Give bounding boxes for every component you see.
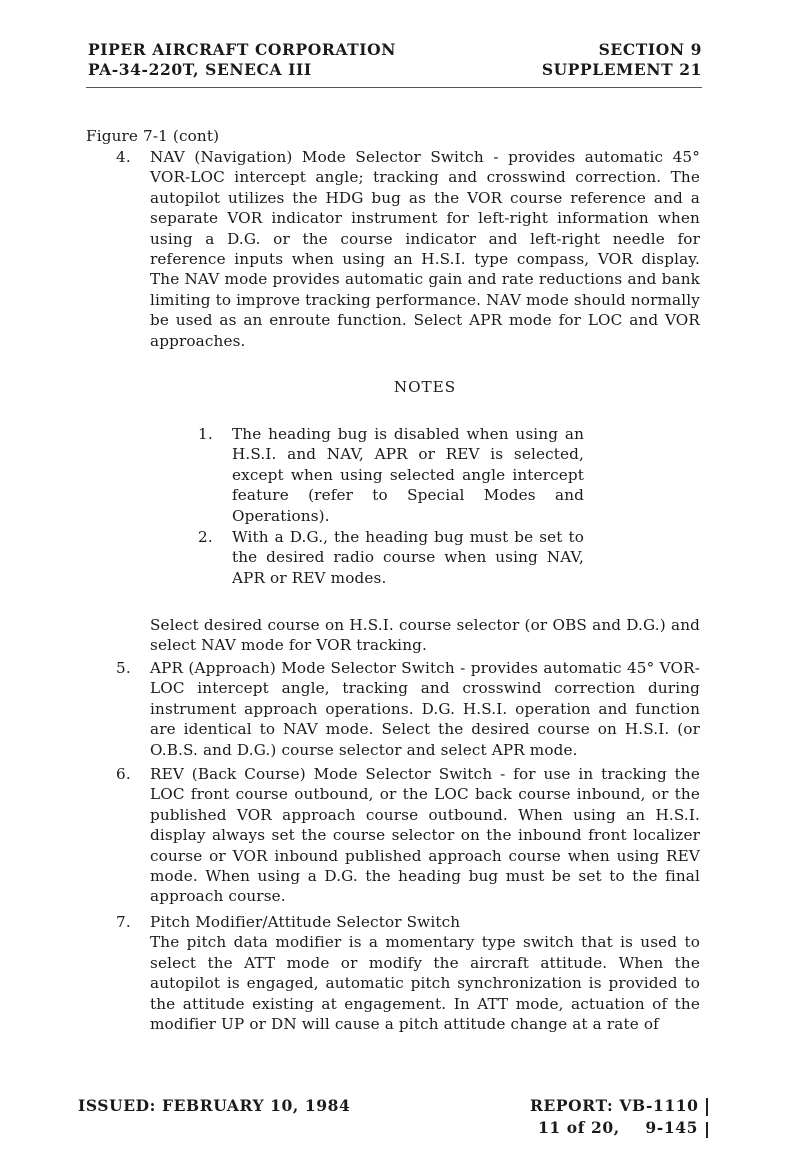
footer-right [530,1095,698,1139]
notes-title: NOTES [393,378,457,396]
note-text: The heading bug is disabled when using an H.S.I. and NAV, APR or REV is selected, except when using selected angle intercept feature (refer to Special Modes and Operations). [232,425,584,525]
nav-select-paragraph: Select desired course on H.S.I. course selector (or OBS and D.G.) and select NAV mode for VOR tracking. [150,616,700,655]
aircraft-model: PA-34-220T, SENECA III [88,60,312,79]
header-left [88,40,396,80]
page-info [530,1117,698,1139]
item-number: 7. [116,913,131,931]
header-right [542,40,702,80]
note-item-2 [198,527,584,588]
footer-issued: ISSUED: FEBRUARY 10, 1984 [78,1096,351,1115]
note-number: 1. [198,425,213,443]
note-number: 2. [198,528,213,546]
list-item-7 [116,912,700,1034]
item-number: 6. [116,765,131,783]
figure-reference: Figure 7-1 (cont) [86,127,220,145]
item-text: REV (Back Course) Mode Selector Switch - for use in tracking the LOC front course outbound, or the LOC back course inbound, or the published VOR approach course outbound. When using an H.S.I. display always set the course selector on the inbound front localizer course or VOR inbound published approach course when using REV mode. When using a D.G. the heading bug must be set to the final approach course. [150,765,700,906]
item-text: The pitch data modifier is a momentary type switch that is used to select the ATT mode or modify the aircraft attitude. When the autopilot is engaged, automatic pitch synchronization is provided to the attitude existing at engagement. In ATT mode, actuation of the modifier UP or DN will cause a pitch attitude change at a rate of [150,933,700,1034]
report-number: REPORT: VB-1110 [530,1096,699,1115]
note-item-1 [198,424,584,526]
company-name: PIPER AIRCRAFT CORPORATION [88,40,396,59]
item-text: NAV (Navigation) Mode Selector Switch - provides automatic 45° VOR-LOC intercept angle; tracking and crosswind correction. The autopilot utilizes the HDG bug as the VOR course reference and a separate VOR indicator instrument for left-right information when using a D.G. or the course indicator and left-right needle for reference inputs when using an H.S.I. type compass, VOR display. The NAV mode provides automatic gain and rate reductions and bank limiting to improve tracking performance. NAV mode should normally be used as an enroute function. Select APR mode for LOC and VOR approaches. [150,148,700,350]
item-number: 5. [116,659,131,677]
supplement-label: SUPPLEMENT 21 [541,60,702,79]
list-item-6 [116,764,700,907]
header-divider [86,87,702,88]
item-text: APR (Approach) Mode Selector Switch - provides automatic 45° VOR-LOC intercept angle, tracking and crosswind correction during instrument approach operations. D.G. H.S.I. operation and function are identical to NAV mode. Select the desired course on H.S.I. (or O.B.S. and D.G.) course selector and select APR mode. [150,659,700,759]
list-item-4 [116,147,700,351]
page-number: 9-145 [645,1118,698,1137]
item-content [150,912,700,1034]
revision-bar-top [706,1098,708,1116]
page-of: 11 of 20, [538,1118,620,1137]
note-text: With a D.G., the heading bug must be set to the desired radio course when using NAV, APR or REV modes. [232,528,584,587]
revision-bar-bottom [706,1122,708,1138]
item-number: 4. [116,148,131,166]
list-item-5 [116,658,700,760]
item-title: Pitch Modifier/Attitude Selector Switch [150,913,461,931]
section-label: SECTION 9 [598,40,702,59]
